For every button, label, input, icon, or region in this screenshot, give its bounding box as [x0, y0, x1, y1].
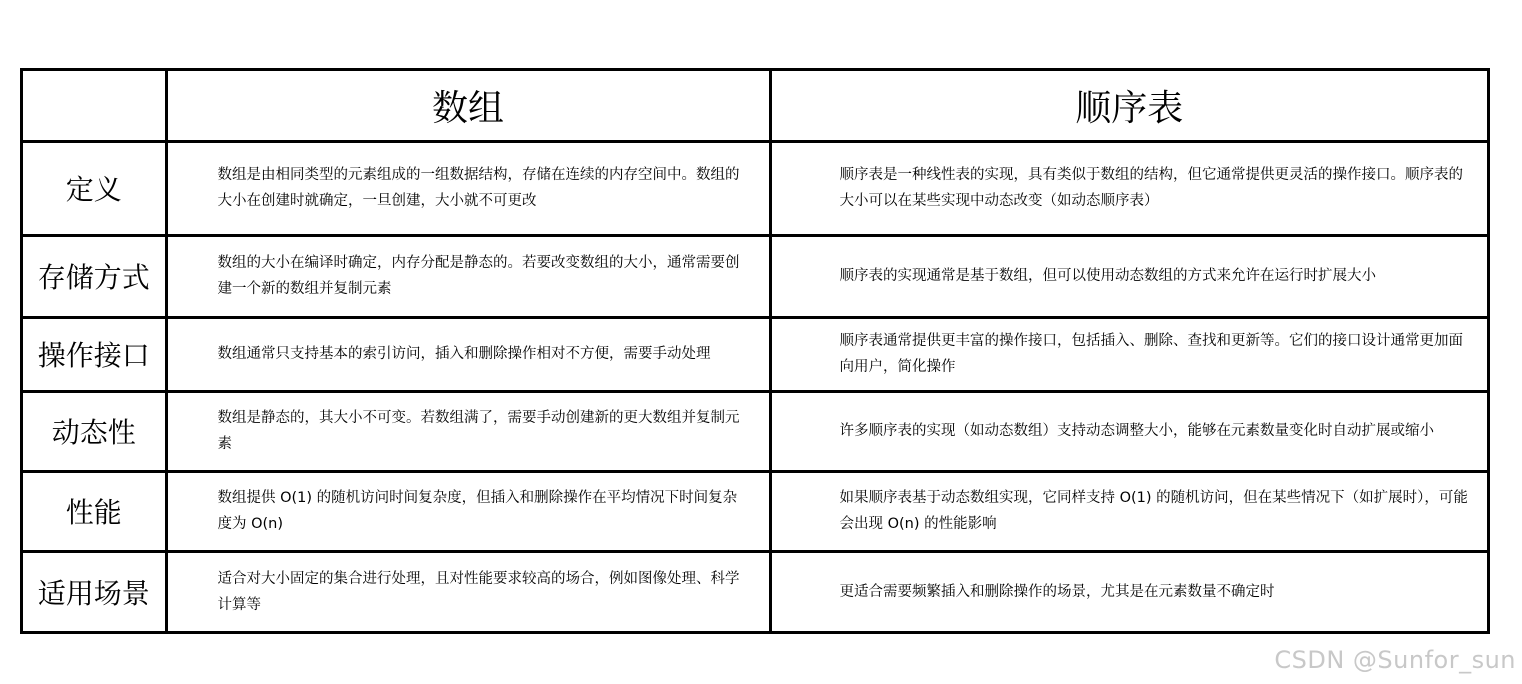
array-cell-use-cases: 适合对大小固定的集合进行处理，且对性能要求较高的场合，例如图像处理、科学计算等: [166, 551, 770, 631]
table-row: [23, 141, 1487, 235]
sequence-cell-interface: 顺序表通常提供更丰富的操作接口，包括插入、删除、查找和更新等。它们的接口设计通常更加面向用户，简化操作: [770, 317, 1487, 391]
row-label-dynamics: 动态性: [23, 391, 166, 471]
array-cell-interface: 数组通常只支持基本的索引访问，插入和删除操作相对不方便，需要手动处理: [166, 317, 770, 391]
row-label-use-cases: 适用场景: [23, 551, 166, 631]
header-sequence: 顺序表: [770, 71, 1487, 141]
array-cell-dynamics: 数组是静态的，其大小不可变。若数组满了，需要手动创建新的更大数组并复制元素: [166, 391, 770, 471]
comparison-table: [20, 68, 1490, 634]
row-label-performance: 性能: [23, 471, 166, 551]
row-label-interface: 操作接口: [23, 317, 166, 391]
table-row: [23, 551, 1487, 631]
table-row: [23, 391, 1487, 471]
row-label-definition: 定义: [23, 141, 166, 235]
sequence-cell-definition: 顺序表是一种线性表的实现，具有类似于数组的结构，但它通常提供更灵活的操作接口。顺序表的大小可以在某些实现中动态改变（如动态顺序表）: [770, 141, 1487, 235]
array-cell-definition: 数组是由相同类型的元素组成的一组数据结构，存储在连续的内存空间中。数组的大小在创建时就确定，一旦创建，大小就不可更改: [166, 141, 770, 235]
sequence-cell-use-cases: 更适合需要频繁插入和删除操作的场景，尤其是在元素数量不确定时: [770, 551, 1487, 631]
header-row: [23, 71, 1487, 141]
sequence-cell-dynamics: 许多顺序表的实现（如动态数组）支持动态调整大小，能够在元素数量变化时自动扩展或缩小: [770, 391, 1487, 471]
array-cell-storage: 数组的大小在编译时确定，内存分配是静态的。若要改变数组的大小，通常需要创建一个新的数组并复制元素: [166, 235, 770, 317]
header-array: 数组: [166, 71, 770, 141]
array-cell-performance: 数组提供 O(1) 的随机访问时间复杂度，但插入和删除操作在平均情况下时间复杂度为 O(n): [166, 471, 770, 551]
table-row: [23, 235, 1487, 317]
sequence-cell-storage: 顺序表的实现通常是基于数组，但可以使用动态数组的方式来允许在运行时扩展大小: [770, 235, 1487, 317]
row-label-storage: 存储方式: [23, 235, 166, 317]
header-corner: [23, 71, 166, 141]
sequence-cell-performance: 如果顺序表基于动态数组实现，它同样支持 O(1) 的随机访问，但在某些情况下（如扩展时），可能会出现 O(n) 的性能影响: [770, 471, 1487, 551]
table-row: [23, 471, 1487, 551]
watermark: CSDN @Sunfor_sun: [1274, 646, 1516, 674]
comparison-grid: [23, 71, 1487, 631]
table-row: [23, 317, 1487, 391]
